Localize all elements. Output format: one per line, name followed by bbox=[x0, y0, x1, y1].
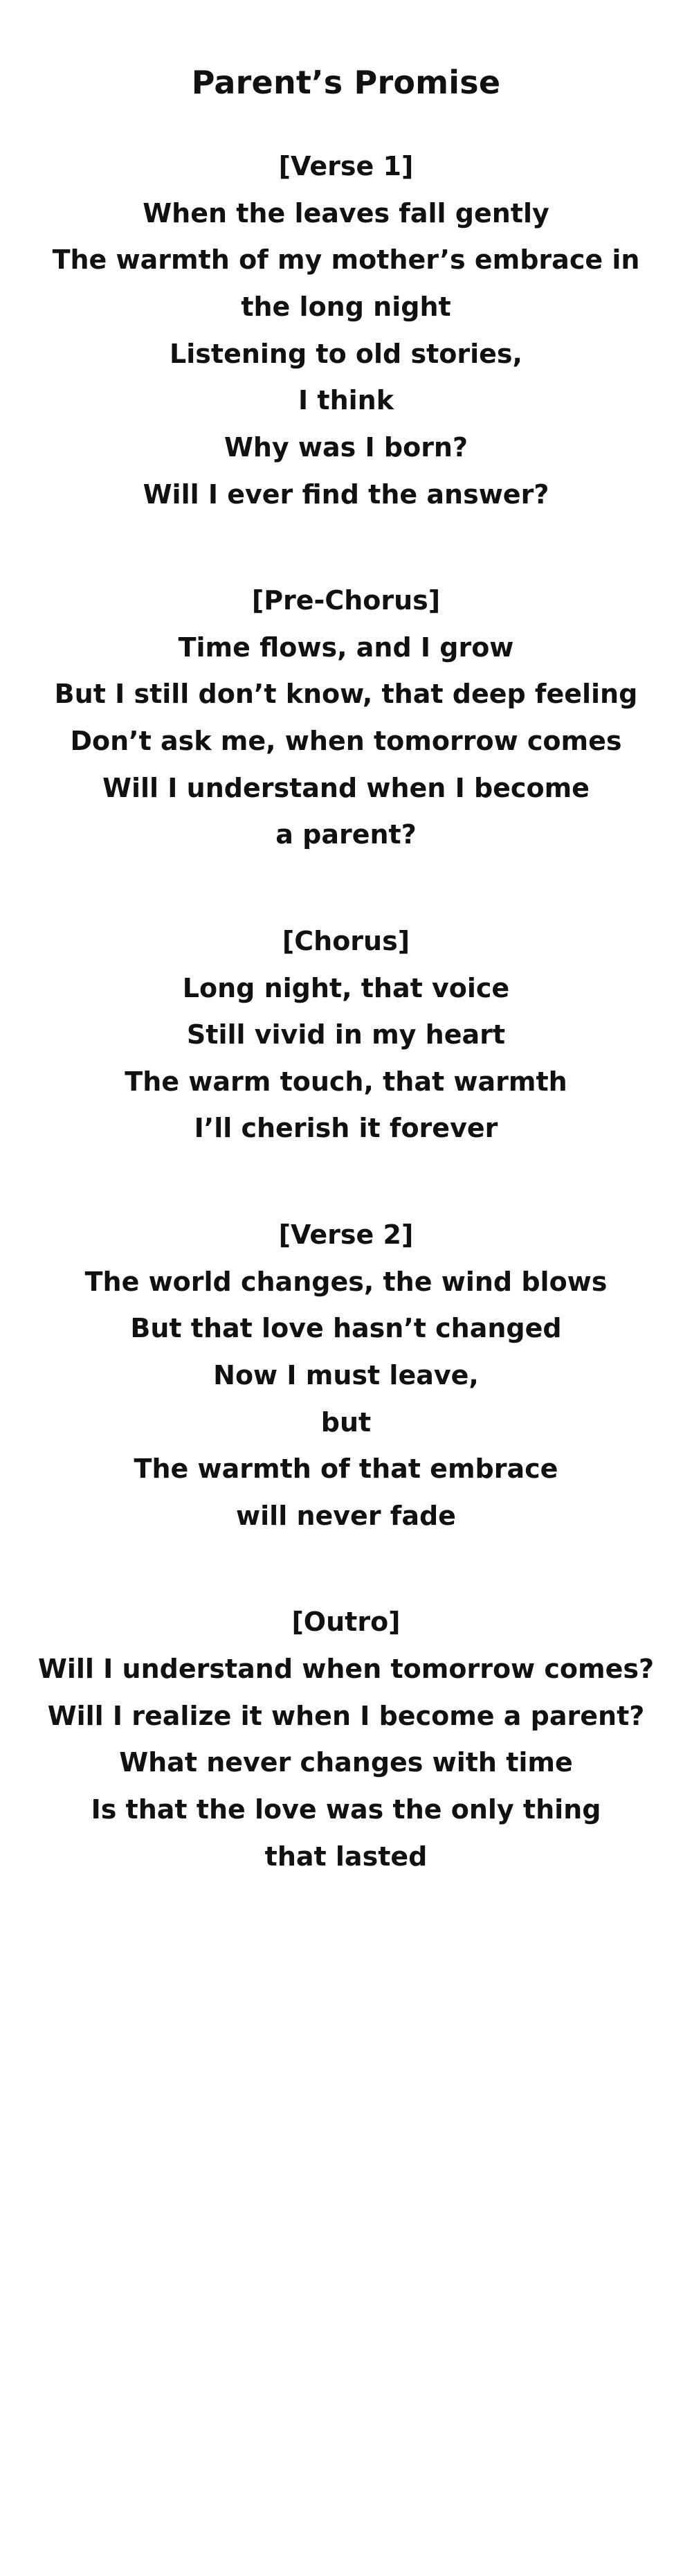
lyric-line: Now I must leave, bbox=[213, 1359, 479, 1390]
lyric-line: The warmth of my mother’s embrace in bbox=[52, 244, 640, 276]
lyric-line: Will I realize it when I become a parent? bbox=[47, 1700, 645, 1731]
section-tag: [Outro] bbox=[291, 1607, 401, 1638]
lyrics-section bbox=[0, 1212, 692, 1539]
lyric-line: the long night bbox=[241, 292, 451, 323]
lyric-line: The warmth of that embrace bbox=[134, 1454, 558, 1485]
lyric-line: a parent? bbox=[275, 819, 417, 850]
lyric-line: But I still don’t know, that deep feeling bbox=[54, 679, 638, 710]
section-tag: [Verse 2] bbox=[278, 1219, 414, 1251]
lyrics-section bbox=[0, 143, 692, 518]
lyric-line: What never changes with time bbox=[119, 1747, 573, 1778]
lyric-line: I think bbox=[298, 385, 394, 416]
lyric-line: I’ll cherish it forever bbox=[194, 1113, 498, 1144]
section-tag: [Pre-Chorus] bbox=[251, 585, 441, 616]
lyric-line: But that love hasn’t changed bbox=[130, 1313, 562, 1344]
lyric-line: Listening to old stories, bbox=[170, 338, 522, 369]
lyric-line: Will I understand when I become bbox=[102, 772, 590, 803]
lyric-line: Don’t ask me, when tomorrow comes bbox=[70, 726, 622, 757]
lyric-line: The world changes, the wind blows bbox=[84, 1266, 608, 1297]
lyric-line: Will I understand when tomorrow comes? bbox=[37, 1654, 655, 1685]
section-tag: [Verse 1] bbox=[278, 151, 414, 182]
lyric-line: that lasted bbox=[264, 1841, 428, 1872]
lyric-line: The warm touch, that warmth bbox=[125, 1066, 567, 1097]
lyric-line: but bbox=[320, 1406, 372, 1438]
lyric-line: Will I ever find the answer? bbox=[143, 478, 549, 510]
lyrics-body bbox=[0, 143, 692, 1880]
lyrics-section bbox=[0, 578, 692, 859]
lyric-line: will never fade bbox=[236, 1500, 456, 1531]
lyric-line: Why was I born? bbox=[224, 431, 468, 463]
lyric-line: Time flows, and I grow bbox=[178, 632, 514, 663]
lyrics-section bbox=[0, 1599, 692, 1880]
lyrics-section bbox=[0, 918, 692, 1152]
lyric-line: Is that the love was the only thing bbox=[91, 1794, 601, 1825]
lyric-line: When the leaves fall gently bbox=[143, 197, 549, 229]
section-tag: [Chorus] bbox=[282, 925, 410, 956]
page-title: Parent’s Promise bbox=[191, 64, 501, 101]
lyric-line: Still vivid in my heart bbox=[186, 1019, 506, 1050]
lyric-line: Long night, that voice bbox=[182, 972, 510, 1003]
